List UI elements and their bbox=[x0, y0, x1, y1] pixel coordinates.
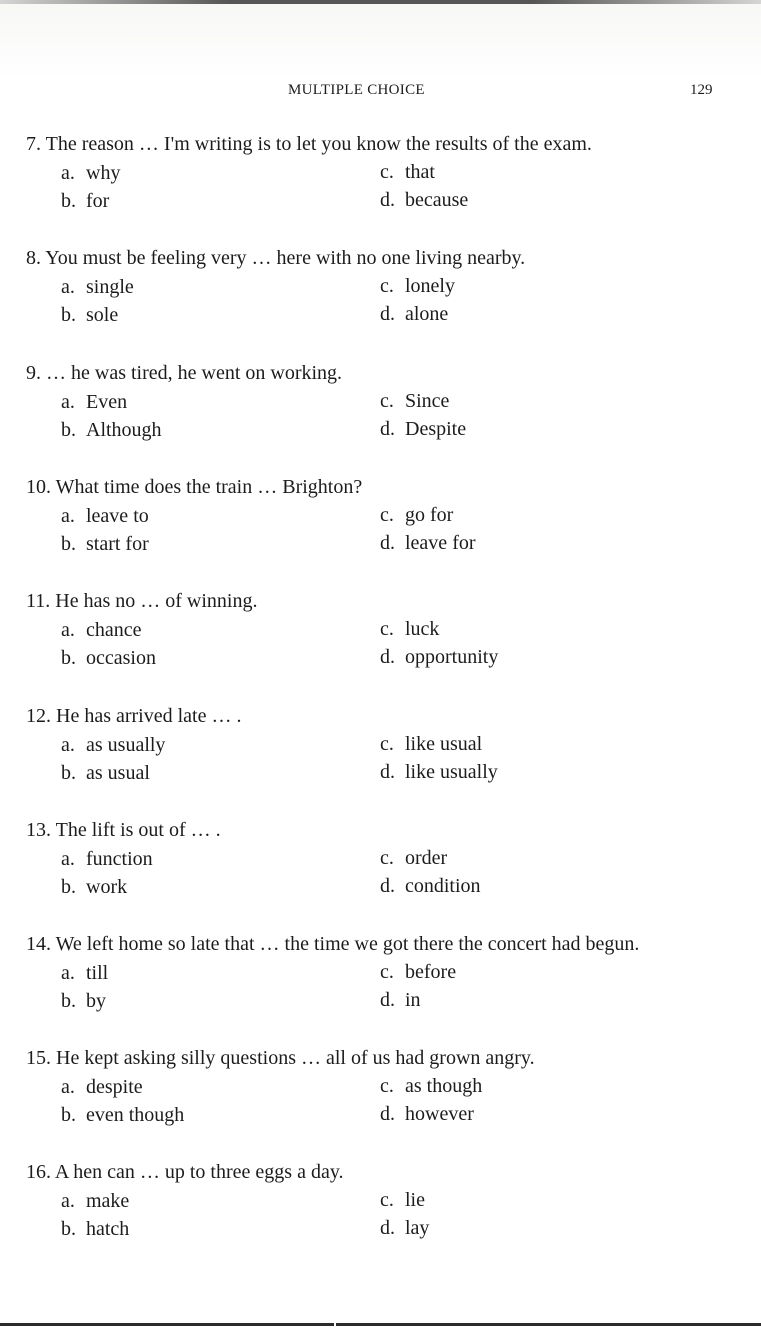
option-text: as though bbox=[405, 1075, 483, 1097]
option-letter: d. bbox=[380, 418, 395, 440]
option-a bbox=[61, 961, 108, 985]
option-text: till bbox=[86, 962, 109, 984]
question-stem bbox=[26, 246, 525, 270]
question-stem bbox=[26, 1046, 535, 1070]
question-stem bbox=[26, 475, 362, 499]
option-b bbox=[61, 989, 106, 1013]
option-text: leave for bbox=[405, 532, 476, 554]
option-c bbox=[380, 1188, 425, 1212]
option-c bbox=[380, 503, 453, 527]
option-b bbox=[61, 1217, 129, 1241]
option-d bbox=[380, 988, 421, 1012]
option-text: Even bbox=[86, 391, 128, 413]
option-d bbox=[380, 1102, 474, 1126]
option-text: for bbox=[86, 190, 110, 212]
option-text: sole bbox=[86, 304, 119, 326]
option-letter: b. bbox=[61, 190, 76, 212]
option-text: before bbox=[405, 961, 457, 983]
option-letter: c. bbox=[380, 161, 394, 183]
option-letter: a. bbox=[61, 505, 75, 527]
top-edge-rule bbox=[0, 0, 761, 4]
question-text: A hen can … up to three eggs a day. bbox=[54, 1161, 344, 1183]
option-b bbox=[61, 189, 109, 213]
option-letter: b. bbox=[61, 419, 76, 441]
option-b bbox=[61, 646, 156, 670]
question-16 bbox=[0, 1160, 761, 1268]
question-number: 9. bbox=[26, 362, 41, 384]
option-c bbox=[380, 846, 447, 870]
option-letter: c. bbox=[380, 275, 394, 297]
option-text: make bbox=[86, 1190, 130, 1212]
option-letter: b. bbox=[61, 647, 76, 669]
option-b bbox=[61, 418, 162, 442]
question-7 bbox=[0, 132, 761, 240]
question-stem bbox=[26, 589, 257, 613]
question-11 bbox=[0, 589, 761, 697]
question-stem bbox=[26, 932, 639, 956]
question-text: He has no … of winning. bbox=[55, 590, 258, 612]
question-13 bbox=[0, 818, 761, 926]
question-number: 12. bbox=[26, 705, 51, 727]
question-number: 16. bbox=[26, 1161, 51, 1183]
option-text: leave to bbox=[86, 505, 149, 527]
option-text: alone bbox=[405, 303, 449, 325]
option-letter: d. bbox=[380, 989, 395, 1011]
option-text: Although bbox=[86, 419, 162, 441]
question-text: What time does the train … Brighton? bbox=[55, 476, 363, 498]
question-number: 7. bbox=[26, 133, 41, 155]
option-text: hatch bbox=[86, 1218, 130, 1240]
option-letter: d. bbox=[380, 1217, 395, 1239]
question-number: 14. bbox=[26, 933, 51, 955]
option-letter: d. bbox=[380, 303, 395, 325]
option-text: like usual bbox=[405, 733, 483, 755]
option-text: occasion bbox=[86, 647, 156, 669]
option-d bbox=[380, 417, 466, 441]
option-letter: b. bbox=[61, 876, 76, 898]
question-15 bbox=[0, 1046, 761, 1154]
option-c bbox=[380, 960, 456, 984]
option-a bbox=[61, 390, 127, 414]
option-letter: d. bbox=[380, 532, 395, 554]
option-text: in bbox=[405, 989, 421, 1011]
option-letter: d. bbox=[380, 646, 395, 668]
option-b bbox=[61, 303, 118, 327]
option-b bbox=[61, 875, 127, 899]
option-letter: b. bbox=[61, 1218, 76, 1240]
option-a bbox=[61, 847, 153, 871]
option-a bbox=[61, 161, 120, 185]
option-c bbox=[380, 274, 455, 298]
option-letter: a. bbox=[61, 1076, 75, 1098]
page-number: 129 bbox=[690, 82, 713, 98]
option-a bbox=[61, 1189, 129, 1213]
option-letter: c. bbox=[380, 1075, 394, 1097]
option-text: Since bbox=[405, 390, 450, 412]
question-text: The lift is out of … . bbox=[55, 819, 221, 841]
option-letter: a. bbox=[61, 962, 75, 984]
option-text: start for bbox=[86, 533, 149, 555]
option-letter: c. bbox=[380, 1189, 394, 1211]
option-letter: d. bbox=[380, 1103, 395, 1125]
option-letter: b. bbox=[61, 304, 76, 326]
option-c bbox=[380, 617, 439, 641]
question-number: 10. bbox=[26, 476, 51, 498]
option-text: why bbox=[86, 162, 121, 184]
option-text: luck bbox=[405, 618, 440, 640]
question-10 bbox=[0, 475, 761, 583]
question-stem bbox=[26, 1160, 344, 1184]
question-stem bbox=[26, 818, 221, 842]
option-d bbox=[380, 302, 448, 326]
option-text: work bbox=[86, 876, 128, 898]
question-14 bbox=[0, 932, 761, 1040]
option-text: go for bbox=[405, 504, 454, 526]
question-stem bbox=[26, 704, 241, 728]
question-12 bbox=[0, 704, 761, 812]
option-letter: b. bbox=[61, 1104, 76, 1126]
question-text: He kept asking silly questions … all of us had grown angry. bbox=[56, 1047, 535, 1069]
option-letter: c. bbox=[380, 733, 394, 755]
question-text: … he was tired, he went on working. bbox=[46, 362, 343, 384]
question-text: We left home so late that … the time we got there the concert had begun. bbox=[55, 933, 640, 955]
option-text: despite bbox=[86, 1076, 143, 1098]
option-c bbox=[380, 160, 435, 184]
option-c bbox=[380, 732, 482, 756]
option-letter: c. bbox=[380, 847, 394, 869]
option-letter: a. bbox=[61, 848, 75, 870]
option-b bbox=[61, 1103, 184, 1127]
option-text: because bbox=[405, 189, 469, 211]
option-letter: a. bbox=[61, 162, 75, 184]
option-d bbox=[380, 188, 468, 212]
option-letter: b. bbox=[61, 762, 76, 784]
option-text: as usually bbox=[86, 734, 166, 756]
option-text: order bbox=[405, 847, 448, 869]
option-letter: c. bbox=[380, 390, 394, 412]
option-text: lonely bbox=[405, 275, 455, 297]
option-a bbox=[61, 275, 134, 299]
question-9 bbox=[0, 361, 761, 469]
option-text: lie bbox=[405, 1189, 425, 1211]
question-8 bbox=[0, 246, 761, 354]
option-c bbox=[380, 1074, 482, 1098]
option-letter: a. bbox=[61, 1190, 75, 1212]
bottom-edge-rule bbox=[0, 1323, 761, 1326]
option-text: however bbox=[405, 1103, 474, 1125]
option-letter: c. bbox=[380, 618, 394, 640]
option-letter: a. bbox=[61, 276, 75, 298]
bottom-rule-gap bbox=[334, 1323, 336, 1326]
option-letter: a. bbox=[61, 391, 75, 413]
question-stem bbox=[26, 132, 592, 156]
option-letter: d. bbox=[380, 875, 395, 897]
option-a bbox=[61, 504, 149, 528]
option-text: opportunity bbox=[405, 646, 499, 668]
question-text: The reason … I'm writing is to let you know the results of the exam. bbox=[45, 133, 592, 155]
option-a bbox=[61, 618, 142, 642]
option-letter: a. bbox=[61, 619, 75, 641]
option-d bbox=[380, 531, 476, 555]
question-number: 13. bbox=[26, 819, 51, 841]
option-text: single bbox=[86, 276, 134, 298]
question-number: 8. bbox=[26, 247, 41, 269]
option-text: Despite bbox=[405, 418, 467, 440]
option-text: like usually bbox=[405, 761, 498, 783]
option-c bbox=[380, 389, 449, 413]
question-stem bbox=[26, 361, 342, 385]
option-a bbox=[61, 733, 165, 757]
running-head: MULTIPLE CHOICE bbox=[288, 82, 425, 98]
option-text: function bbox=[86, 848, 153, 870]
option-text: condition bbox=[405, 875, 481, 897]
option-letter: d. bbox=[380, 761, 395, 783]
question-text: You must be feeling very … here with no one living nearby. bbox=[45, 247, 526, 269]
option-letter: b. bbox=[61, 533, 76, 555]
question-text: He has arrived late … . bbox=[56, 705, 242, 727]
option-text: chance bbox=[86, 619, 142, 641]
option-letter: d. bbox=[380, 189, 395, 211]
option-text: that bbox=[405, 161, 435, 183]
option-d bbox=[380, 1216, 429, 1240]
option-b bbox=[61, 761, 150, 785]
option-letter: a. bbox=[61, 734, 75, 756]
option-text: lay bbox=[405, 1217, 430, 1239]
option-text: even though bbox=[86, 1104, 185, 1126]
option-text: by bbox=[86, 990, 106, 1012]
option-d bbox=[380, 760, 498, 784]
option-text: as usual bbox=[86, 762, 150, 784]
option-d bbox=[380, 645, 498, 669]
option-letter: b. bbox=[61, 990, 76, 1012]
question-number: 15. bbox=[26, 1047, 51, 1069]
question-number: 11. bbox=[26, 590, 51, 612]
option-a bbox=[61, 1075, 143, 1099]
option-letter: c. bbox=[380, 961, 394, 983]
option-b bbox=[61, 532, 149, 556]
option-d bbox=[380, 874, 481, 898]
option-letter: c. bbox=[380, 504, 394, 526]
